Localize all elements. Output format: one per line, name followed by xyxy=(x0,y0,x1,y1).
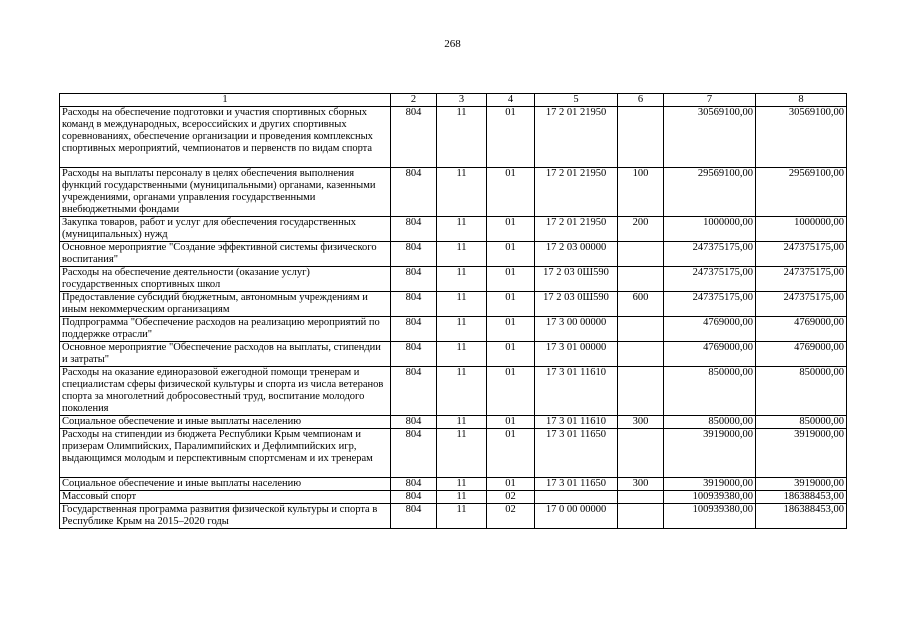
row-c3: 11 xyxy=(437,217,487,242)
row-name: Социальное обеспечение и иные выплаты населению xyxy=(60,416,391,429)
header-cell: 8 xyxy=(756,94,847,107)
row-c4: 01 xyxy=(487,367,535,416)
row-c2: 804 xyxy=(391,107,437,168)
row-c5: 17 3 01 00000 xyxy=(535,342,618,367)
row-c7: 30569100,00 xyxy=(664,107,756,168)
row-c6 xyxy=(618,367,664,416)
row-c2: 804 xyxy=(391,478,437,491)
row-c6 xyxy=(618,267,664,292)
row-c4: 01 xyxy=(487,429,535,478)
row-c2: 804 xyxy=(391,342,437,367)
table-row xyxy=(60,242,847,267)
row-c3: 11 xyxy=(437,292,487,317)
row-c4: 01 xyxy=(487,317,535,342)
row-c2: 804 xyxy=(391,168,437,217)
row-c6: 300 xyxy=(618,416,664,429)
header-cell: 6 xyxy=(618,94,664,107)
row-c7: 850000,00 xyxy=(664,367,756,416)
row-name: Основное мероприятие "Обеспечение расходов на выплаты, стипендии и затраты" xyxy=(60,342,391,367)
table-row xyxy=(60,491,847,504)
row-c3: 11 xyxy=(437,342,487,367)
row-c6: 200 xyxy=(618,217,664,242)
row-c7: 247375175,00 xyxy=(664,267,756,292)
row-c3: 11 xyxy=(437,504,487,529)
row-c5: 17 2 03 00000 xyxy=(535,242,618,267)
budget-table xyxy=(59,93,847,529)
row-c7: 4769000,00 xyxy=(664,317,756,342)
table-row xyxy=(60,478,847,491)
row-c5: 17 2 03 0Ш590 xyxy=(535,292,618,317)
row-c3: 11 xyxy=(437,491,487,504)
row-c3: 11 xyxy=(437,478,487,491)
row-c7: 100939380,00 xyxy=(664,491,756,504)
header-cell: 3 xyxy=(437,94,487,107)
row-c7: 850000,00 xyxy=(664,416,756,429)
table-row xyxy=(60,317,847,342)
table-row xyxy=(60,342,847,367)
row-c5: 17 0 00 00000 xyxy=(535,504,618,529)
row-c3: 11 xyxy=(437,429,487,478)
row-c7: 3919000,00 xyxy=(664,429,756,478)
row-c5: 17 3 01 11610 xyxy=(535,416,618,429)
row-c6: 600 xyxy=(618,292,664,317)
table-row xyxy=(60,292,847,317)
row-name: Расходы на оказание единоразовой ежегодной помощи тренерам и специалистам сферы физической культуры и спорта из числа ветеранов спорта за многолетний добросовестный труд, воспитание молодого поколения xyxy=(60,367,391,416)
row-c6: 100 xyxy=(618,168,664,217)
header-cell: 5 xyxy=(535,94,618,107)
row-c4: 01 xyxy=(487,478,535,491)
row-c5: 17 2 01 21950 xyxy=(535,217,618,242)
row-c6 xyxy=(618,342,664,367)
row-c8: 850000,00 xyxy=(756,416,847,429)
row-c3: 11 xyxy=(437,168,487,217)
page-number: 268 xyxy=(444,38,461,50)
row-c4: 01 xyxy=(487,242,535,267)
row-c3: 11 xyxy=(437,242,487,267)
row-c8: 1000000,00 xyxy=(756,217,847,242)
row-name: Предоставление субсидий бюджетным, автономным учреждениям и иным некоммерческим организациям xyxy=(60,292,391,317)
table-row xyxy=(60,107,847,168)
row-c7: 247375175,00 xyxy=(664,292,756,317)
row-name: Массовый спорт xyxy=(60,491,391,504)
row-c5: 17 2 03 0Ш590 xyxy=(535,267,618,292)
row-c7: 1000000,00 xyxy=(664,217,756,242)
row-name: Закупка товаров, работ и услуг для обеспечения государственных (муниципальных) нужд xyxy=(60,217,391,242)
row-c3: 11 xyxy=(437,267,487,292)
table-row xyxy=(60,429,847,478)
row-c8: 4769000,00 xyxy=(756,342,847,367)
table-row xyxy=(60,367,847,416)
row-c8: 186388453,00 xyxy=(756,491,847,504)
row-c7: 247375175,00 xyxy=(664,242,756,267)
row-name: Расходы на стипендии из бюджета Республики Крым чемпионам и призерам Олимпийских, Паралимпийских и Дефлимпийских игр, выдающимся молодым и перспективным спортсменам и их тренерам xyxy=(60,429,391,478)
row-c5: 17 2 01 21950 xyxy=(535,107,618,168)
row-name: Государственная программа развития физической культуры и спорта в Республике Крым на 2015–2020 годы xyxy=(60,504,391,529)
row-c8: 247375175,00 xyxy=(756,292,847,317)
row-name: Подпрограмма "Обеспечение расходов на реализацию мероприятий по поддержке отрасли" xyxy=(60,317,391,342)
table-row xyxy=(60,504,847,529)
table-row xyxy=(60,416,847,429)
row-c8: 3919000,00 xyxy=(756,429,847,478)
table-header-row xyxy=(60,94,847,107)
row-c3: 11 xyxy=(437,367,487,416)
row-name: Социальное обеспечение и иные выплаты населению xyxy=(60,478,391,491)
row-c4: 01 xyxy=(487,168,535,217)
row-c7: 4769000,00 xyxy=(664,342,756,367)
row-c4: 01 xyxy=(487,107,535,168)
row-name: Расходы на обеспечение деятельности (оказание услуг) государственных спортивных школ xyxy=(60,267,391,292)
row-c4: 02 xyxy=(487,491,535,504)
row-c2: 804 xyxy=(391,242,437,267)
header-cell: 1 xyxy=(60,94,391,107)
row-c2: 804 xyxy=(391,267,437,292)
row-c8: 29569100,00 xyxy=(756,168,847,217)
row-c7: 29569100,00 xyxy=(664,168,756,217)
row-c6: 300 xyxy=(618,478,664,491)
row-name: Расходы на выплаты персоналу в целях обеспечения выполнения функций государственными (муниципальными) органами, казенными учреждениями, органами управления государственными внебюджетными фондами xyxy=(60,168,391,217)
row-c7: 3919000,00 xyxy=(664,478,756,491)
header-cell: 2 xyxy=(391,94,437,107)
row-c6 xyxy=(618,504,664,529)
row-c6 xyxy=(618,429,664,478)
row-c8: 247375175,00 xyxy=(756,267,847,292)
row-c4: 01 xyxy=(487,267,535,292)
row-c5: 17 3 00 00000 xyxy=(535,317,618,342)
row-c2: 804 xyxy=(391,292,437,317)
header-cell: 4 xyxy=(487,94,535,107)
row-c5: 17 3 01 11650 xyxy=(535,429,618,478)
row-c3: 11 xyxy=(437,416,487,429)
row-c2: 804 xyxy=(391,504,437,529)
row-c4: 01 xyxy=(487,217,535,242)
row-c7: 100939380,00 xyxy=(664,504,756,529)
row-c5: 17 3 01 11610 xyxy=(535,367,618,416)
row-c4: 01 xyxy=(487,342,535,367)
row-c2: 804 xyxy=(391,367,437,416)
row-c8: 850000,00 xyxy=(756,367,847,416)
row-c6 xyxy=(618,242,664,267)
row-c3: 11 xyxy=(437,317,487,342)
row-c5 xyxy=(535,491,618,504)
table-row xyxy=(60,267,847,292)
row-c5: 17 2 01 21950 xyxy=(535,168,618,217)
table-row xyxy=(60,217,847,242)
row-name: Расходы на обеспечение подготовки и участия спортивных сборных команд в международных, всероссийских и других спортивных соревнованиях, обеспечение организации и проведения комплексных спортивных мероприятий, чемпионатов и первенств по видам спорта xyxy=(60,107,391,168)
row-c2: 804 xyxy=(391,416,437,429)
row-c6 xyxy=(618,317,664,342)
row-c8: 4769000,00 xyxy=(756,317,847,342)
row-c6 xyxy=(618,491,664,504)
row-c8: 247375175,00 xyxy=(756,242,847,267)
row-c5: 17 3 01 11650 xyxy=(535,478,618,491)
row-c3: 11 xyxy=(437,107,487,168)
row-c4: 01 xyxy=(487,416,535,429)
row-c8: 186388453,00 xyxy=(756,504,847,529)
row-c2: 804 xyxy=(391,491,437,504)
row-c2: 804 xyxy=(391,317,437,342)
row-c2: 804 xyxy=(391,429,437,478)
row-c4: 02 xyxy=(487,504,535,529)
row-c2: 804 xyxy=(391,217,437,242)
row-c6 xyxy=(618,107,664,168)
row-c8: 3919000,00 xyxy=(756,478,847,491)
row-c4: 01 xyxy=(487,292,535,317)
row-c8: 30569100,00 xyxy=(756,107,847,168)
table-row xyxy=(60,168,847,217)
header-cell: 7 xyxy=(664,94,756,107)
row-name: Основное мероприятие "Создание эффективной системы физического воспитания" xyxy=(60,242,391,267)
